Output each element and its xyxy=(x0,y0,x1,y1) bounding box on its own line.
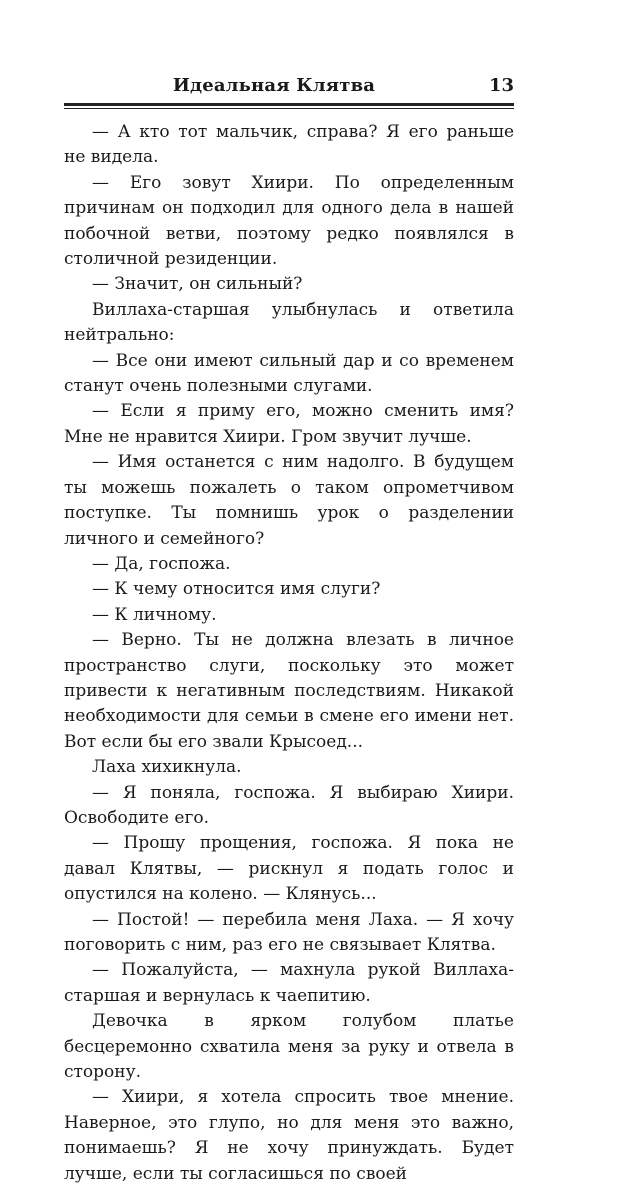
paragraph: — А кто тот мальчик, справа? Я его раньше не видела. xyxy=(64,122,514,168)
paragraph: — Пожалуйста, — махнула рукой Виллаха-старшая и вернулась к чаепитию. xyxy=(64,960,514,1006)
paragraph: — Значит, он сильный? xyxy=(92,274,303,295)
book-title: Идеальная Клятва xyxy=(172,75,376,96)
paragraph: — Имя останется с ним надолго. В будущем ты можешь пожалеть о таком опрометчивом поступке. Ты помнишь урок о разделении личного и семейного? xyxy=(64,452,514,549)
paragraph: — Да, госпожа. xyxy=(92,553,231,574)
paragraph: — К личному. xyxy=(92,604,217,625)
paragraph: — Все они имеют сильный дар и со временем станут очень полезными слугами. xyxy=(64,350,514,397)
paragraph: — Его зовут Хиири. По определенным причинам он подходил для одного дела в нашей побочной ветви, поэтому редко появлялся в столичной резиденции. xyxy=(64,172,514,270)
paragraph: Виллаха-старшая улыбнулась и ответила нейтрально: xyxy=(64,299,514,346)
paragraph: Девочка в ярком голубом платье бесцеремонно схватила меня за руку и отвела в сторону. xyxy=(64,1011,514,1083)
paragraph: Лаха хихикнула. xyxy=(92,757,242,778)
page-number: 13 xyxy=(488,75,514,96)
body-text xyxy=(64,120,514,1187)
paragraph: — Верно. Ты не должна влезать в личное пространство слуги, поскольку это может привести к негативным последствиям. Никакой необходимости для семьи в смене его имени нет. Вот если бы его звали Крысоед... xyxy=(64,630,514,752)
running-header xyxy=(64,75,514,101)
header-rule-thin xyxy=(64,108,514,109)
paragraph: — Прошу прощения, госпожа. Я пока не давал Клятвы, — рискнул я подать голос и опустился на колено. — Клянусь... xyxy=(64,833,514,905)
paragraph: — Я поняла, госпожа. Я выбираю Хиири. Освободите его. xyxy=(64,782,514,828)
paragraph: — Если я приму его, можно сменить имя? Мне не нравится Хиири. Гром звучит лучше. xyxy=(64,401,514,447)
paragraph: — К чему относится имя слуги? xyxy=(92,579,381,600)
header-rule-thick xyxy=(64,103,514,106)
paragraph: — Постой! — перебила меня Лаха. — Я хочу поговорить с ним, раз его не связывает Клятва. xyxy=(64,909,514,955)
paragraph: — Хиири, я хотела спросить твое мнение. Наверное, это глупо, но для меня это важно, понимаешь? Я не хочу принуждать. Будет лучше, если ты согласишься по своей xyxy=(64,1087,514,1184)
